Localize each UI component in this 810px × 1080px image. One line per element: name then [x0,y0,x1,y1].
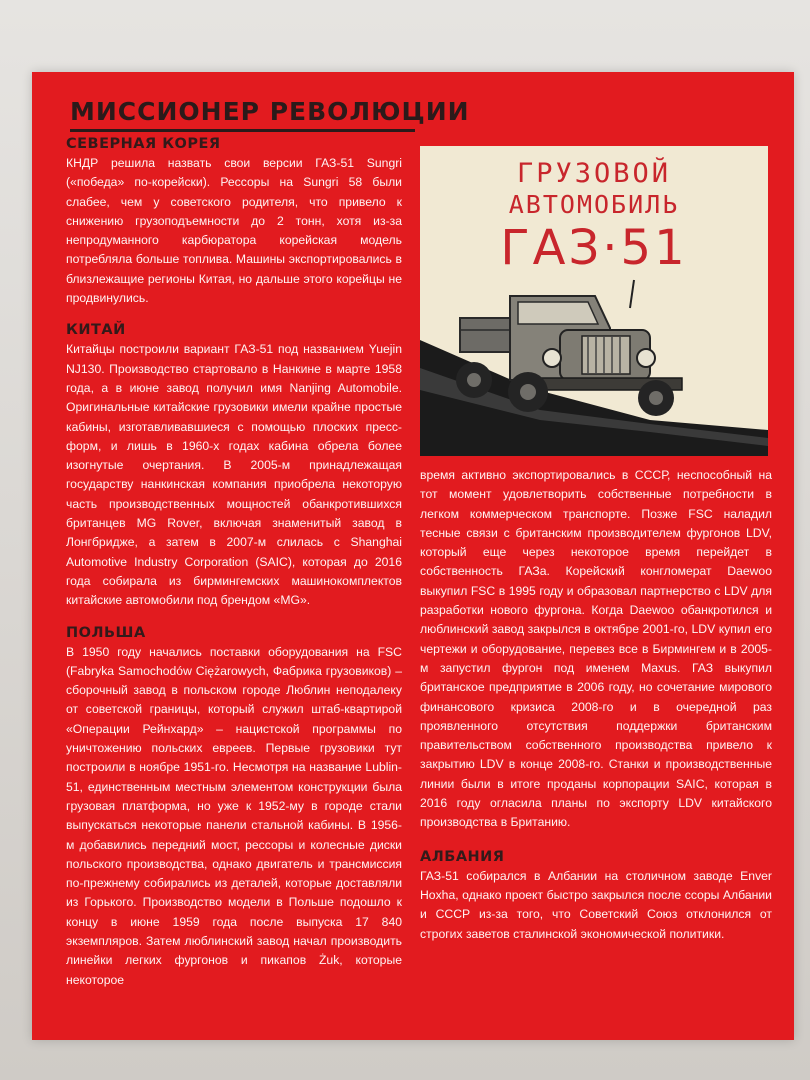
section-heading-north-korea: СЕВЕРНАЯ КОРЕЯ [66,136,221,152]
section-heading-albania: АЛБАНИЯ [420,848,505,865]
section-text-albania: ГАЗ-51 собирался в Албании на столичном заводе Enver Hoxha, однако проект быстро закрылся после ссоры Албании и СССР из-за того, что Советский Союз отклонился от строгих заветов сталинской экономической политики. [420,868,772,941]
section-text-china: Китайцы построили вариант ГАЗ-51 под названием Yuejin NJ130. Производство стартовало в Нанкине в марте 1958 года, а в июне завод получил имя Nanjing Automobile. Оригинальные китайские грузовики имели крайне простые кабины, изготавливавшиеся с помощью плоских пресс-форм, и лишь в 1960-х годах кабина обрела более изогнутые очертания. В 2005-м принадлежащая государству нанкинская компания приобрела некоторую часть производственных мощностей обанкротившихся британцев MG Rover, включая знаменитый завод в Лонгбридже, а затем в 2007-м слилась с Shanghai Automotive Industry Corporation (SAIC), которая до 2016 года собирала из бирмингемских машинокомплектов китайские автомобили под брендом «MG». [66,342,402,608]
section-heading-china: КИТАЙ [66,322,126,339]
right-column [420,466,772,944]
truck-illustration [420,270,768,456]
section-north-korea [66,136,402,308]
article-title: МИССИОНЕР РЕВОЛЮЦИИ [70,97,470,126]
poster-line-2: АВТОМОБИЛЬ [508,190,680,219]
gaz-51-poster [420,146,768,456]
section-albania [420,849,772,944]
section-china [66,322,402,610]
section-heading-poland: ПОЛЬША [66,624,146,641]
section-poland [66,625,402,990]
section-text-north-korea: КНДР решила назвать свои версии ГАЗ-51 Sungri («победа» по-корейски). Рессоры на Sungri 58 были слабее, чем у советского родителя, что привело к снижению грузоподъемности до 2 тонн, хотя из-за непродуманного карбюратора корейская модель потребляла больше топлива. Машины экспортировались в близлежащие регионы Китая, но дальше этого корейцы не продвинулись. [66,156,402,306]
section-text-poland: В 1950 году начались поставки оборудования на FSC (Fabryka Samochodów Ciężarowych, Фабрика грузовиков) – сборочный завод в польском городе Люблин неподалеку от советской границы, который служил штаб-квартирой «Операции Рейнхард» – нацистской программы по уничтожению польских евреев. Первые грузовики тут построили в ноябре 1951-го. Несмотря на название Lublin-51, единственным местным элементом конструкции была грузовая платформа, но уже к 1952-му в городе стали выпускаться некоторые панели стальной кабины. В 1956-м добавились передний мост, рессоры и колесные диски польского производства, однако двигатель и трансмиссия по-прежнему собирались из деталей, которые доставляли из Горького. Производство модели в Польше подошло к концу в июне 1959 года после выпуска 17 840 экземпляров. Затем люблинский завод начал производить линейки легких фургонов и пикапов Żuk, которые некоторое [66,644,402,987]
section-text-poland-continued: время активно экспортировались в СССР, неспособный на тот момент удовлетворить собственные потребности в легком коммерческом транспорте. Позже FSC наладил тесные связи с британским производителем фургонов LDV, который еще через некоторое время перейдет в собственность ГАЗа. Корейский конгломерат Daewoo выкупил FSC в 1995 году и образовал партнерство с LDV для разработки нового фургона. Когда Daewoo обанкротился и люблинский завод закрылся в октябре 2001-го, LDV купил его чертежи и оборудование, перевез все в Бирмингем и в 2005-м запустил фургон под именем Maxus. ГАЗ выкупил британское предприятие в 2006 году, но сочетание мирового финансового кризиса 2008-го и в очередной раз проявленного отсутствия поддержки британским правительством собственного производства привело к закрытию LDV в конце 2008-го. Станки и производственные линии были в итоге проданы корпорации SAIC, которая в 2016 году огласила планы по экспорту LDV китайского производства в Британию. [420,468,772,830]
title-underline [70,129,415,132]
left-column [66,136,402,990]
poster-line-1: ГРУЗОВОЙ [516,158,672,189]
poster-line-3: ГАЗ·51 [500,220,688,276]
